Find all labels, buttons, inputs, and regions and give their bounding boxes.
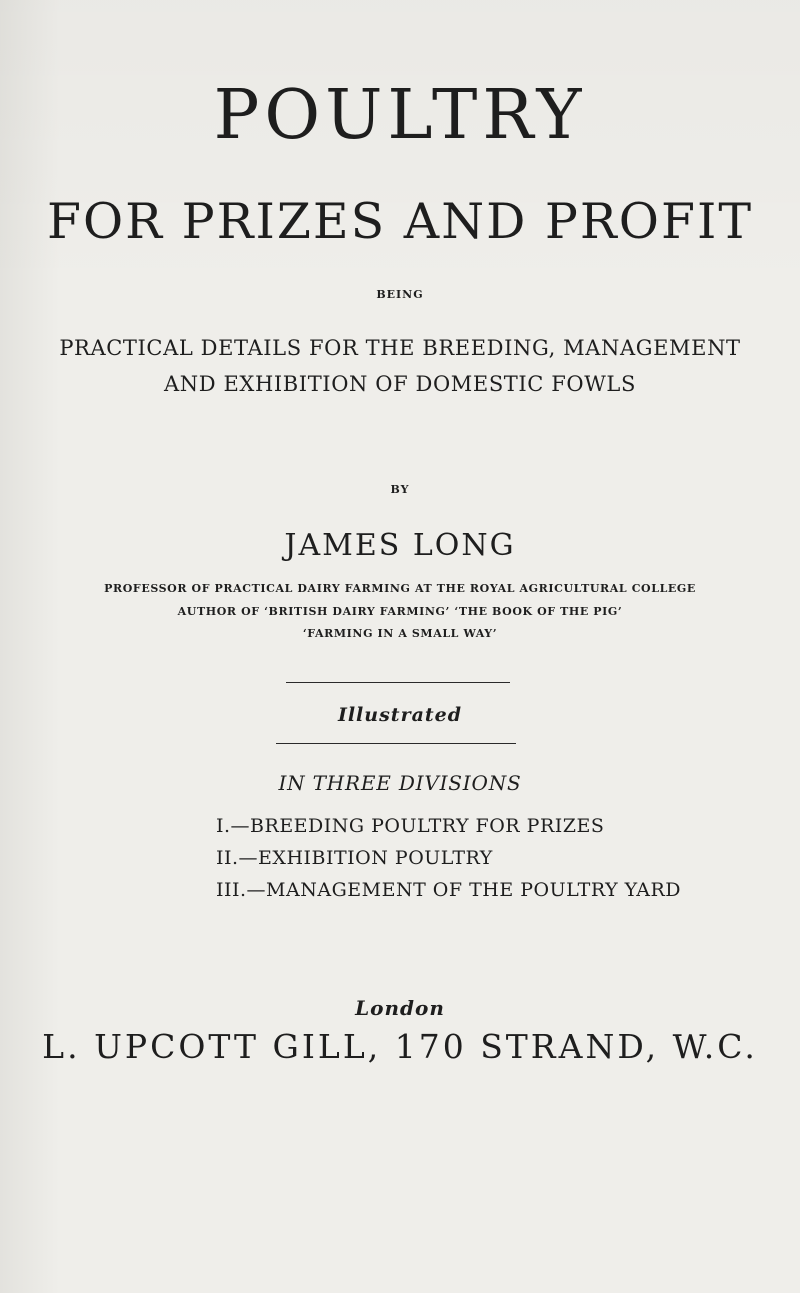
divider-top	[286, 682, 510, 683]
division-item: III.—MANAGEMENT OF THE POULTRY YARD	[216, 879, 681, 901]
illustrated-label: Illustrated	[337, 704, 463, 726]
divisions-heading: IN THREE DIVISIONS	[278, 771, 522, 795]
author-credential-2: AUTHOR OF ‘BRITISH DAIRY FARMING’ ‘THE BOOK OF THE PIG’	[177, 605, 623, 618]
division-item: I.—BREEDING POULTRY FOR PRIZES	[216, 815, 605, 837]
division-item: II.—EXHIBITION POULTRY	[216, 847, 493, 869]
book-title: POULTRY	[213, 76, 587, 155]
imprint-city: London	[355, 996, 445, 1020]
imprint-publisher: L. UPCOTT GILL, 170 STRAND, W.C.	[42, 1027, 758, 1066]
author-name: JAMES LONG	[284, 528, 516, 563]
description-line-1: PRACTICAL DETAILS FOR THE BREEDING, MANAGEMENT	[59, 336, 741, 360]
divider-bottom	[276, 743, 516, 744]
author-credential-3: ‘FARMING IN A SMALL WAY’	[302, 627, 498, 640]
book-subtitle: FOR PRIZES AND PROFIT	[46, 193, 753, 250]
by-label: BY	[390, 483, 410, 496]
being-label: BEING	[376, 288, 424, 301]
author-credential-1: PROFESSOR OF PRACTICAL DAIRY FARMING AT THE ROYAL AGRICULTURAL COLLEGE	[104, 582, 696, 595]
description-line-2: AND EXHIBITION OF DOMESTIC FOWLS	[164, 372, 636, 396]
